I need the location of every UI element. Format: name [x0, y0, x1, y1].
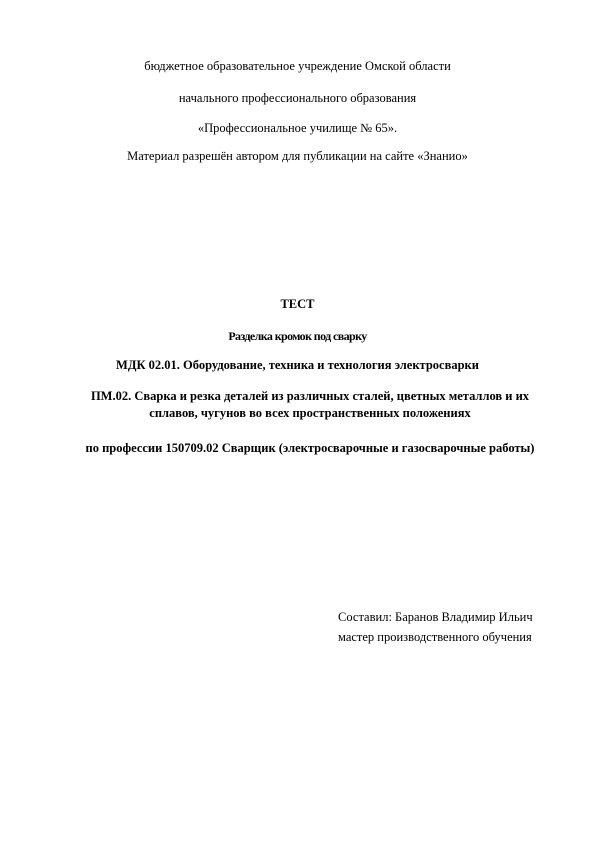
institution-line-2: начального профессионального образования: [178, 91, 417, 105]
test-topic: Разделка кромок под сварку: [228, 329, 367, 343]
author-position: мастер производственного обучения: [338, 630, 532, 644]
publication-permission: Материал разрешён автором для публикации на сайте «Знанио»: [127, 149, 468, 163]
mdk-title: МДК 02.01. Оборудование, техника и технология электросварки: [116, 358, 479, 372]
institution-line-3: «Профессиональное училище № 65».: [197, 121, 398, 135]
institution-line-1: бюджетное образовательное учреждение Омской области: [144, 59, 451, 73]
pm-title: ПМ.02. Сварка и резка деталей из различных сталей, цветных металлов и их сплавов, чугунов во всех пространственных положениях: [90, 389, 530, 420]
document-title: ТЕСТ: [280, 297, 315, 311]
profession-title: по профессии 150709.02 Сварщик (электросварочные и газосварочные работы): [85, 441, 535, 455]
author-name: Составил: Баранов Владимир Ильич: [338, 610, 533, 624]
